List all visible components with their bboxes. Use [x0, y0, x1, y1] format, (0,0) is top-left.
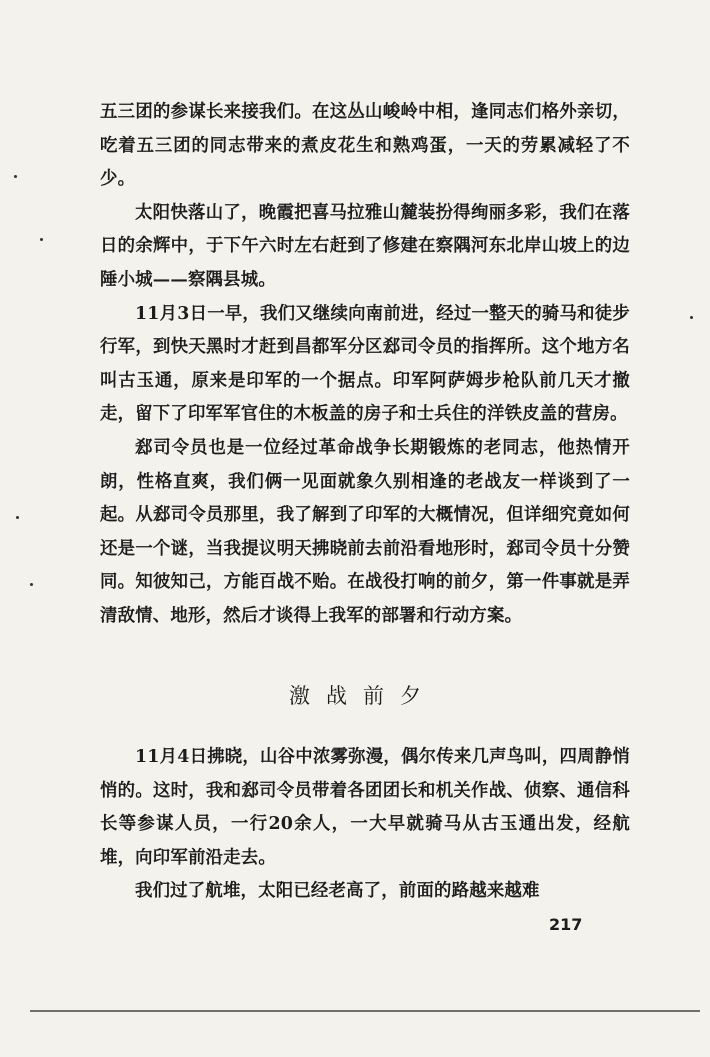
paragraph: 太阳快落山了，晚霞把喜马拉雅山麓装扮得绚丽多彩，我们在落日的余辉中，于下午六时左右赶到了修建在察隅河东北岸山坡上的边陲小城——察隅县城。 [100, 202, 630, 290]
paragraph: 11月3日一早，我们又继续向南前进，经过一整天的骑马和徒步行军，到快天黑时才赶到昌都军分区郄司令员的指挥所。这个地方名叫古玉通，原来是印军的一个据点。印军阿萨姆步枪队前几天才撤走，留下了印军军官住的木板盖的房子和士兵住的洋铁皮盖的营房。 [100, 303, 630, 425]
paragraph: 五三团的参谋长来接我们。在这丛山峻岭中相，逢同志们格外亲切，吃着五三团的同志带来的煮皮花生和熟鸡蛋，一天的劳累减轻了不少。 [100, 102, 630, 190]
paragraph: 郄司令员也是一位经过革命战争长期锻炼的老同志，他热情开朗，性格直爽，我们俩一见面就象久别相逢的老战友一样谈到了一起。从郄司令员那里，我了解到了印军的大概情况，但详细究竟如何还是一个谜，当我提议明天拂晓前去前沿看地形时，郄司令员十分赞同。知彼知己，方能百战不贻。在战役打响的前夕，第一件事就是弄清敌情、地形，然后才谈得上我军的部署和行动方案。 [100, 437, 630, 626]
body-text-top [100, 96, 630, 634]
paragraph: 11月4日拂晓，山谷中浓雾弥漫，偶尔传来几声鸟叫，四周静悄悄的。这时，我和郄司令员带着各团团长和机关作战、侦察、通信科长等参谋人员，一行20余人，一大早就骑马从古玉通出发，经航堆，向印军前沿走去。 [100, 747, 630, 868]
scan-speck [16, 516, 19, 519]
body-text-bottom [100, 741, 630, 909]
bottom-scan-rule [30, 1010, 700, 1012]
scan-speck [30, 583, 33, 586]
section-heading: 激战前夕 [289, 684, 437, 708]
paragraph: 我们过了航堆，太阳已经老高了，前面的路越来越难 [135, 881, 540, 902]
scan-speck [690, 316, 693, 319]
scan-speck [14, 175, 17, 178]
scan-speck [40, 238, 43, 241]
page-number: 217 [549, 915, 583, 934]
